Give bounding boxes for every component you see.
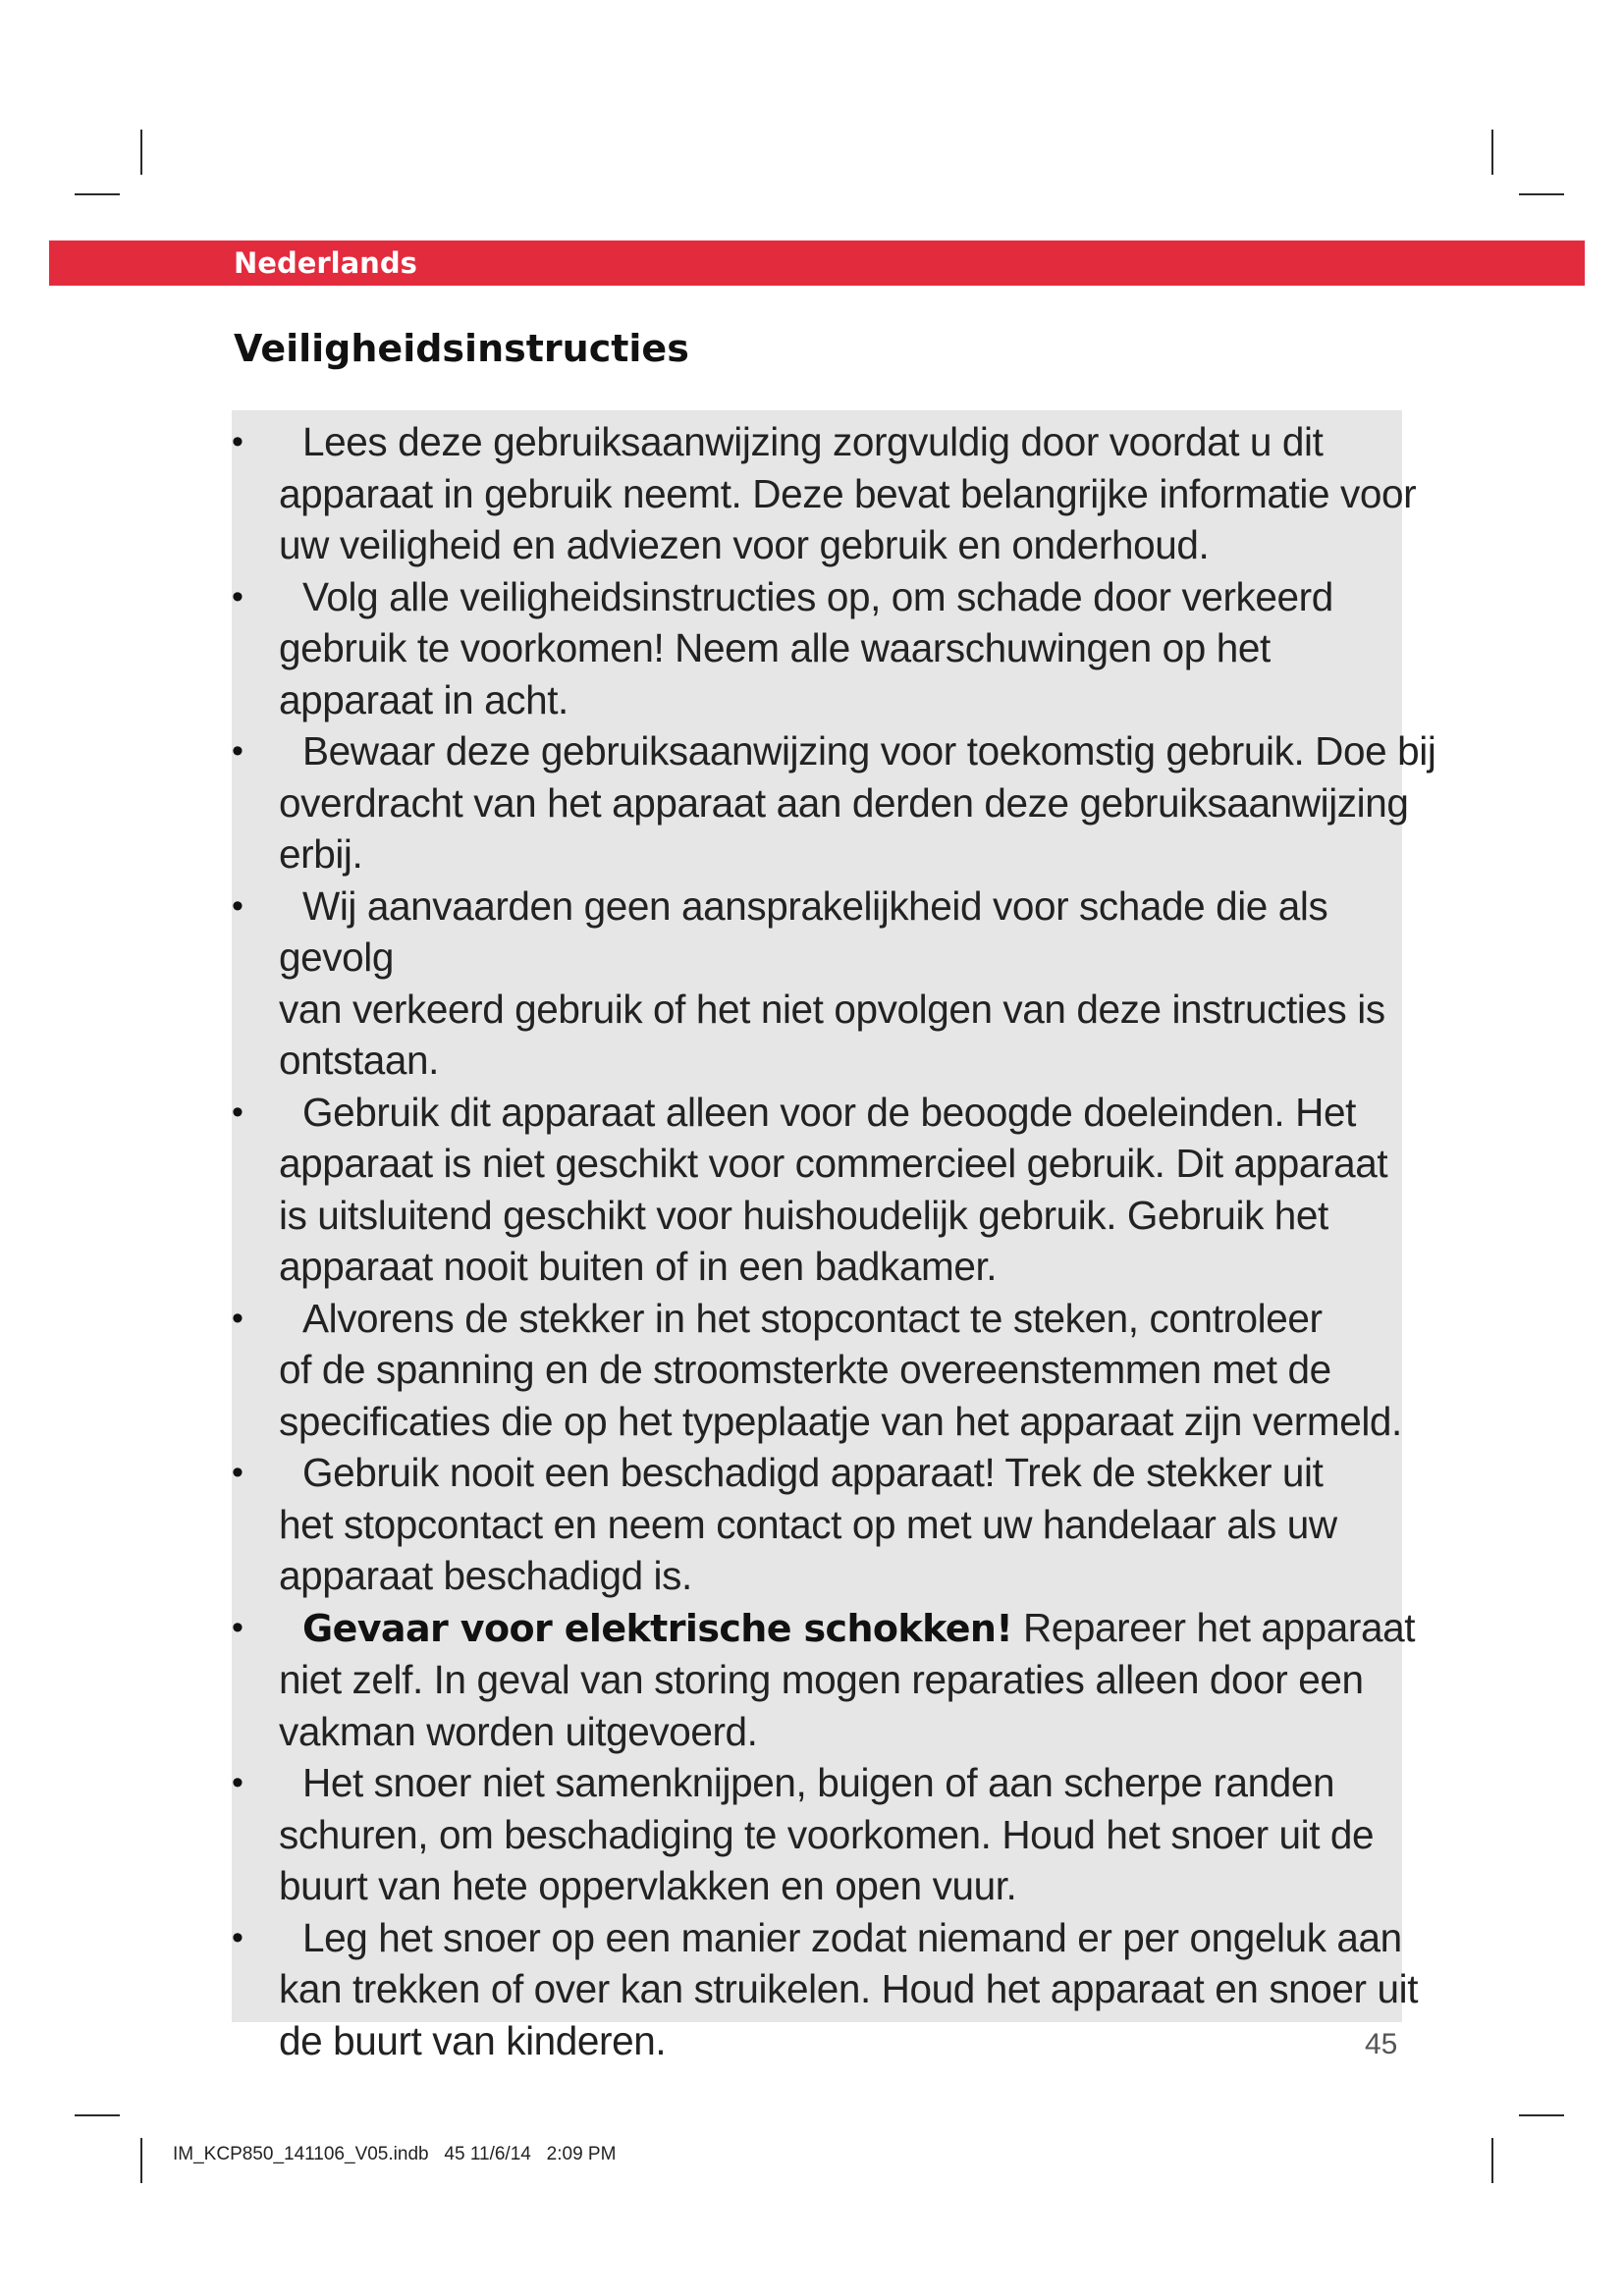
instruction-item [232, 571, 1439, 726]
instruction-item [232, 1447, 1439, 1602]
instruction-line: apparaat beschadigd is. [279, 1553, 692, 1598]
crop-mark [1491, 130, 1493, 175]
instruction-line: overdracht van het apparaat aan derden deze gebruiksaanwijzing [279, 779, 1409, 826]
instruction-line: apparaat nooit buiten of in een badkamer. [279, 1244, 998, 1289]
instruction-line: specificaties die op het typeplaatje van het apparaat zijn vermeld. [279, 1398, 1402, 1444]
footer-file-name: IM_KCP850_141106_V05.indb [173, 2144, 429, 2164]
bullet-icon: • [232, 577, 244, 615]
bullet-icon: • [232, 1454, 244, 1491]
instruction-line: Gebruik dit apparaat alleen voor de beoogde doeleinden. Het [302, 1089, 1356, 1135]
warning-emphasis: Gevaar voor elektrische schokken! [302, 1606, 1013, 1650]
instruction-line: Het snoer niet samenknijpen, buigen of aan scherpe randen [302, 1760, 1335, 1805]
instruction-line: apparaat is niet geschikt voor commercieel gebruik. Dit apparaat [279, 1141, 1388, 1186]
crop-mark [1491, 2138, 1493, 2183]
bullet-icon: • [232, 1093, 244, 1131]
instruction-line: Repareer het apparaat [1012, 1604, 1416, 1650]
page-number: 45 [1365, 2028, 1398, 2060]
bullet-icon: • [232, 1764, 244, 1801]
instruction-item [232, 1912, 1439, 2067]
instruction-line: Alvorens de stekker in het stopcontact te steken, controleer [302, 1295, 1323, 1341]
bullet-icon: • [232, 423, 244, 460]
bullet-icon: • [232, 886, 244, 925]
bullet-icon: • [232, 732, 244, 770]
instruction-item [232, 1293, 1439, 1448]
crop-mark [75, 2114, 120, 2116]
footer-time: 2:09 PM [546, 2144, 617, 2164]
instruction-line: Leg het snoer op een manier zodat niemand er per ongeluk aan [302, 1914, 1402, 1960]
instruction-item [232, 881, 1439, 1087]
print-footer [173, 2144, 616, 2165]
instruction-line: apparaat in acht. [279, 676, 568, 722]
instruction-line: Gebruik nooit een beschadigd apparaat! Trek de stekker uit [302, 1450, 1324, 1495]
instruction-line: Bewaar deze gebruiksaanwijzing voor toekomstig gebruik. Doe bij [302, 728, 1436, 774]
crop-mark [1519, 193, 1564, 195]
instruction-line: niet zelf. In geval van storing mogen reparaties alleen door een [279, 1657, 1364, 1702]
crop-mark [75, 193, 120, 195]
language-bar [49, 240, 1585, 286]
instruction-item [232, 725, 1439, 881]
footer-date: 11/6/14 [469, 2144, 531, 2164]
instruction-line: is uitsluitend geschikt voor huishoudelijk gebruik. Gebruik het [279, 1192, 1328, 1238]
instruction-line: of de spanning en de stroomsterkte overeenstemmen met de [279, 1347, 1331, 1392]
crop-mark [140, 2138, 142, 2183]
instruction-line: kan trekken of over kan struikelen. Houd het apparaat en snoer uit [279, 1966, 1419, 2011]
language-label: Nederlands [234, 246, 417, 280]
crop-mark [140, 130, 142, 175]
instruction-line: apparaat in gebruik neemt. Deze bevat belangrijke informatie voor [279, 470, 1417, 516]
instruction-line: schuren, om beschadiging te voorkomen. Houd het snoer uit de [279, 1811, 1375, 1857]
instruction-list [232, 416, 1439, 2066]
crop-mark [1519, 2114, 1564, 2116]
instruction-line: het stopcontact en neem contact op met uw handelaar als uw [279, 1501, 1337, 1547]
instruction-item [232, 416, 1439, 571]
instruction-line: van verkeerd gebruik of het niet opvolgen van deze instructies is [279, 986, 1385, 1032]
bullet-icon: • [232, 1299, 244, 1337]
instruction-item [232, 1757, 1439, 1912]
bullet-icon: • [232, 1918, 244, 1956]
footer-page-ref: 45 [444, 2144, 465, 2164]
bullet-icon: • [232, 1608, 244, 1646]
instruction-line: de buurt van kinderen. [279, 2017, 667, 2063]
instruction-line: Lees deze gebruiksaanwijzing zorgvuldig door voordat u dit [302, 419, 1324, 464]
instruction-item [232, 1087, 1439, 1293]
instruction-line: vakman worden uitgevoerd. [279, 1708, 758, 1754]
instruction-item [232, 1602, 1439, 1758]
instruction-line: Volg alle veiligheidsinstructies op, om schade door verkeerd [302, 573, 1333, 619]
instruction-line: ontstaan. [279, 1038, 440, 1083]
instruction-line: gebruik te voorkomen! Neem alle waarschuwingen op het [279, 625, 1271, 670]
section-title: Veiligheidsinstructies [234, 327, 689, 370]
instruction-line: Wij aanvaarden geen aansprakelijkheid voor schade die als gevolg [279, 882, 1328, 980]
instruction-line: buurt van hete oppervlakken en open vuur. [279, 1863, 1017, 1908]
instruction-line: erbij. [279, 831, 363, 877]
instruction-line: uw veiligheid en adviezen voor gebruik en onderhoud. [279, 522, 1210, 567]
